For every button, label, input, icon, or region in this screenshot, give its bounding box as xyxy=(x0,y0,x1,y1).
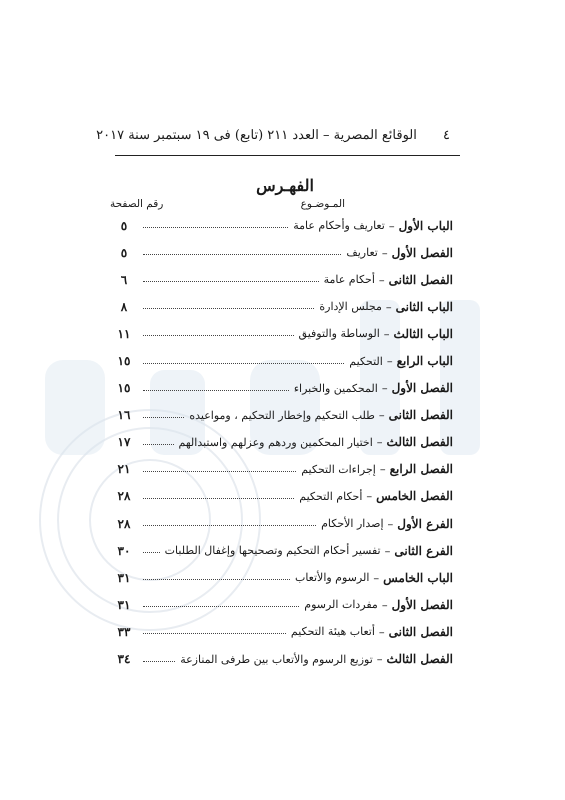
leader-dots xyxy=(143,281,319,282)
toc-entry[interactable]: الباب الرابع – التحكيم ١٥ xyxy=(110,347,453,374)
toc-entry[interactable]: الفرع الأول – إصدار الأحكام ٢٨ xyxy=(110,510,453,537)
entry-text: تفسير أحكام التحكيم وتصحيحها وإغفال الطلبات xyxy=(164,544,381,558)
entry-label: الفصل الرابع xyxy=(389,462,453,477)
toc-entry[interactable]: الباب الثانى – مجلس الإدارة ٨ xyxy=(110,293,453,320)
leader-dots xyxy=(143,254,341,255)
entry-page: ٣٣ xyxy=(117,624,131,639)
entry-text: أتعاب هيئة التحكيم xyxy=(290,625,375,639)
entry-label: الفصل الأول xyxy=(391,245,453,260)
entry-text: إجراءات التحكيم xyxy=(301,462,376,476)
leader-dots xyxy=(143,606,299,607)
entry-text: طلب التحكيم وإخطار التحكيم ، ومواعيده xyxy=(189,408,375,422)
entry-label: الفصل الخامس xyxy=(376,489,453,504)
entry-page: ١٦ xyxy=(117,408,131,423)
toc-entry[interactable]: الفصل الأول – المحكمين والخبراء ١٥ xyxy=(110,375,453,402)
running-title: الوقائع المصرية – العدد ٢١١ (تابع) فى ١٩ سبتمبر سنة ٢٠١٧ xyxy=(96,128,417,143)
leader-dots xyxy=(143,579,290,580)
entry-text: التحكيم xyxy=(349,354,383,368)
entry-label: الفصل الثالث xyxy=(386,435,453,450)
leader-dots xyxy=(143,390,289,391)
leader-dots xyxy=(143,661,175,662)
entry-page: ١١ xyxy=(117,326,131,341)
entry-page: ٣١ xyxy=(117,597,131,612)
toc-entry[interactable]: الباب الخامس – الرسوم والأتعاب ٣١ xyxy=(110,564,453,591)
toc-entry[interactable]: الفصل الخامس – أحكام التحكيم ٢٨ xyxy=(110,483,453,510)
toc-entry[interactable]: الباب الأول – تعاريف وأحكام عامة ٥ xyxy=(110,212,453,239)
entry-text: إصدار الأحكام xyxy=(321,517,384,531)
entry-label: الباب الثانى xyxy=(395,299,453,314)
entry-label: الفصل الأول xyxy=(391,381,453,396)
running-header xyxy=(96,128,450,143)
leader-dots xyxy=(143,417,184,418)
toc-entry[interactable]: الفصل الرابع – إجراءات التحكيم ٢١ xyxy=(110,456,453,483)
entry-page: ١٧ xyxy=(117,435,131,450)
entry-page: ٣٠ xyxy=(117,543,131,558)
entry-label: الفصل الثانى xyxy=(388,624,453,639)
entry-label: الفصل الأول xyxy=(391,597,453,612)
entry-label: الفصل الثانى xyxy=(388,408,453,423)
entry-page: ٣١ xyxy=(117,570,131,585)
entry-label: الفصل الثالث xyxy=(386,652,453,667)
leader-dots xyxy=(143,471,296,472)
entry-text: توزيع الرسوم والأتعاب بين طرفى المنازعة xyxy=(180,652,373,666)
leader-dots xyxy=(143,227,288,228)
header-divider xyxy=(115,155,460,156)
toc-entry[interactable]: الفصل الأول – تعاريف ٥ xyxy=(110,239,453,266)
entry-page: ١٥ xyxy=(117,354,131,369)
page-heading: رقم الصفحة xyxy=(110,198,164,210)
toc-entry[interactable]: الفصل الثانى – أتعاب هيئة التحكيم ٣٣ xyxy=(110,618,453,645)
toc-list xyxy=(110,212,453,673)
leader-dots xyxy=(143,498,294,499)
entry-text: الوساطة والتوفيق xyxy=(298,327,380,341)
toc-entry[interactable]: الفصل الثانى – طلب التحكيم وإخطار التحكيم ، ومواعيده ١٦ xyxy=(110,402,453,429)
entry-text: مفردات الرسوم xyxy=(304,598,378,612)
leader-dots xyxy=(143,525,316,526)
entry-page: ٥ xyxy=(120,245,128,260)
entry-text: تعاريف وأحكام عامة xyxy=(293,219,385,233)
entry-text: تعاريف xyxy=(346,246,378,260)
entry-label: الباب الخامس xyxy=(383,570,453,585)
entry-text: الرسوم والأتعاب xyxy=(294,571,370,585)
entry-text: أحكام عامة xyxy=(323,273,375,287)
leader-dots xyxy=(143,335,294,336)
toc-entry[interactable]: الباب الثالث – الوساطة والتوفيق ١١ xyxy=(110,320,453,347)
leader-dots xyxy=(143,444,174,445)
page-number: ٤ xyxy=(443,128,450,143)
entry-label: الباب الأول xyxy=(398,218,453,233)
entry-page: ٦ xyxy=(120,272,128,287)
entry-page: ٢١ xyxy=(117,462,131,477)
entry-label: الفصل الثانى xyxy=(388,272,453,287)
toc-title: الفهـرس xyxy=(256,176,314,195)
entry-label: الباب الرابع xyxy=(396,354,453,369)
entry-page: ١٥ xyxy=(117,381,131,396)
toc-entry[interactable]: الفصل الثالث – توزيع الرسوم والأتعاب بين طرفى المنازعة ٣٤ xyxy=(110,646,453,673)
toc-entry[interactable]: الفرع الثانى – تفسير أحكام التحكيم وتصحيحها وإغفال الطلبات ٣٠ xyxy=(110,537,453,564)
toc-entry[interactable]: الفصل الثالث – اختيار المحكمين وردهم وعزلهم واستبدالهم ١٧ xyxy=(110,429,453,456)
leader-dots xyxy=(143,552,160,553)
entry-page: ٢٨ xyxy=(117,489,131,504)
leader-dots xyxy=(143,308,314,309)
entry-label: الفرع الثانى xyxy=(394,543,453,558)
entry-text: اختيار المحكمين وردهم وعزلهم واستبدالهم xyxy=(178,435,373,449)
entry-page: ٥ xyxy=(120,218,128,233)
toc-entry[interactable]: الفصل الثانى – أحكام عامة ٦ xyxy=(110,266,453,293)
leader-dots xyxy=(143,633,286,634)
entry-text: مجلس الإدارة xyxy=(319,300,382,314)
entry-label: الباب الثالث xyxy=(393,326,453,341)
toc-entry[interactable]: الفصل الأول – مفردات الرسوم ٣١ xyxy=(110,591,453,618)
entry-text: أحكام التحكيم xyxy=(299,489,363,503)
entry-label: الفرع الأول xyxy=(397,516,453,531)
entry-page: ٨ xyxy=(120,299,128,314)
subject-heading: المـوضـوع xyxy=(300,198,345,210)
entry-text: المحكمين والخبراء xyxy=(293,381,378,395)
entry-page: ٣٤ xyxy=(117,652,131,667)
leader-dots xyxy=(143,363,344,364)
entry-page: ٢٨ xyxy=(117,516,131,531)
